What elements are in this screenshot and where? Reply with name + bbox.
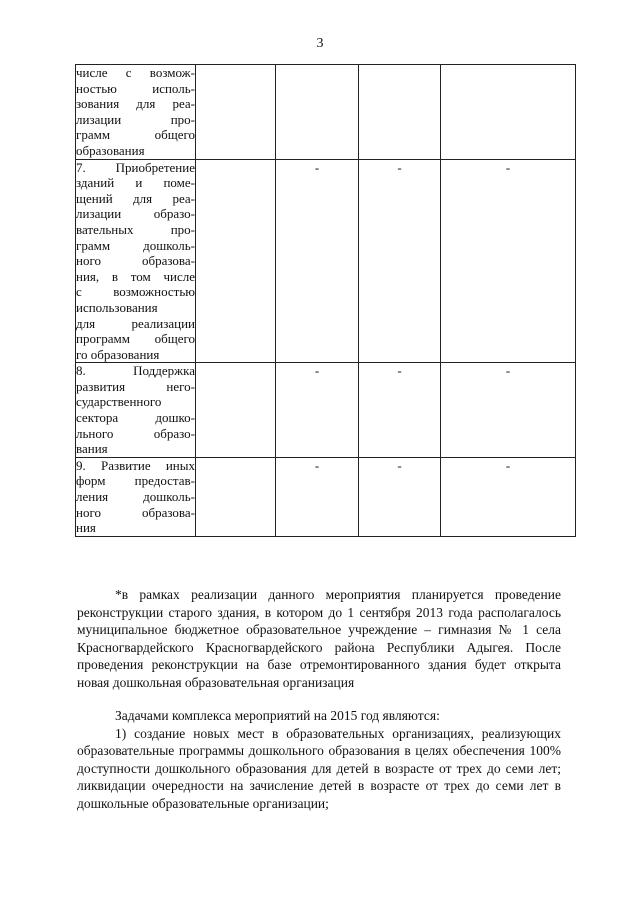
measure-name-word: Поддержка [133, 363, 195, 379]
measure-name-word: грамм [76, 127, 111, 143]
measure-name-word: лизации [76, 206, 122, 222]
measure-name-word: ления [76, 489, 109, 505]
value-cell [276, 65, 359, 160]
measure-name-word: зданий [76, 175, 115, 191]
footnote [77, 586, 561, 691]
measure-name-word: щений [76, 190, 113, 206]
measure-name-word: лизации [76, 111, 122, 127]
value-cell: - [276, 159, 359, 363]
measure-name-line [76, 206, 195, 222]
measure-name-word: образо- [153, 425, 195, 441]
table-row [76, 65, 576, 160]
measure-name-word: форм [76, 473, 106, 489]
measure-name-word: том [130, 268, 151, 284]
measure-name-line [76, 331, 195, 347]
value-cell [441, 65, 576, 160]
measure-name-word: для [133, 190, 153, 206]
measure-name-word: дошколь- [143, 489, 195, 505]
measure-name-cell [76, 159, 196, 363]
value-cell: - [441, 159, 576, 363]
measure-name-word: про- [170, 111, 195, 127]
measure-name-word: про- [170, 221, 195, 237]
measure-name-word: числе [76, 65, 108, 80]
tasks-section [77, 707, 561, 812]
measure-name-line: использования [76, 299, 158, 315]
measure-name-word: 7. [76, 159, 86, 175]
measure-name-word: образо- [153, 206, 195, 222]
measure-name-line [76, 489, 195, 505]
measure-name-word: ного [76, 253, 101, 269]
measure-name-line [76, 81, 195, 97]
measure-name-word: в [111, 268, 119, 284]
measure-name-word: развития [76, 378, 126, 394]
measure-name-line [76, 238, 195, 254]
measure-name-word: ния, [76, 268, 100, 284]
measure-name-word: вательных [76, 221, 134, 237]
measure-name-word: числе [163, 268, 195, 284]
measure-name-word: с [125, 65, 132, 80]
measure-name-line [76, 175, 195, 191]
measure-name-line: ния [76, 520, 96, 536]
measure-name-word: возмож- [149, 65, 195, 80]
measure-name-word: общего [154, 127, 195, 143]
measure-name-word: Приобретение [115, 159, 195, 175]
measure-name-line: сударственного [76, 394, 162, 410]
measure-name-line [76, 473, 195, 489]
measure-name-word: Развитие [100, 457, 151, 473]
measure-name-line [76, 284, 195, 300]
value-cell: - [359, 457, 441, 536]
measure-name-line [76, 363, 195, 379]
measure-name-word: 8. [76, 363, 86, 379]
measure-name-word: реа- [172, 190, 195, 206]
measure-name-line [76, 505, 195, 521]
measure-name-word: программ [76, 331, 131, 347]
measure-name-line: вания [76, 441, 108, 457]
value-cell: - [441, 457, 576, 536]
measure-name-word: реа- [172, 96, 195, 112]
table-row [76, 159, 576, 363]
value-cell: - [359, 363, 441, 458]
measure-name-word: предостав- [134, 473, 195, 489]
measures-table-body [76, 65, 576, 537]
measure-name-cell [76, 457, 196, 536]
value-cell: - [441, 363, 576, 458]
measure-name-line [76, 269, 195, 285]
measure-name-word: образова- [141, 504, 195, 520]
value-cell [196, 457, 276, 536]
value-cell: - [276, 363, 359, 458]
measure-name-line [76, 191, 195, 207]
value-cell [196, 159, 276, 363]
measure-name-line: образования [76, 142, 145, 158]
tasks-heading: Задачами комплекса мероприятий на 2015 год являются: [115, 708, 440, 723]
measure-name-line [76, 426, 195, 442]
measure-name-word: ностью [76, 80, 117, 96]
measure-name-line [76, 112, 195, 128]
measure-name-line [76, 253, 195, 269]
tasks-item-1: 1) создание новых мест в образовательных организациях, реализующих образовательные программы дошкольного образования в целях обеспечения 100% доступности дошкольного образования для детей в возрасте от трех до семи лет; ликвидации очередности на зачисление детей в возрасте от трех до семи лет в дошкольные образовательные организации; [77, 725, 561, 811]
measure-name-line [76, 127, 195, 143]
measure-name-word: иных [165, 457, 195, 473]
table-row [76, 457, 576, 536]
value-cell [359, 65, 441, 160]
measure-name-word: 9. [76, 457, 86, 473]
measure-name-word: исполь- [152, 80, 195, 96]
measure-name-word: для [76, 315, 96, 331]
measure-name-line: го образования [76, 346, 160, 362]
measure-name-word: ного [76, 504, 101, 520]
measure-name-line [76, 379, 195, 395]
measure-name-word: общего [154, 331, 195, 347]
measure-name-word: образова- [141, 253, 195, 269]
measure-name-word: льного [76, 425, 114, 441]
measure-name-cell [76, 363, 196, 458]
measure-name-line [76, 458, 195, 474]
measure-name-word: грамм [76, 237, 111, 253]
value-cell: - [359, 159, 441, 363]
measure-name-word: сектора [76, 410, 119, 426]
footnote-text: *в рамках реализации данного мероприятия планируется проведение реконструкции старого здания, в котором до 1 сентября 2013 года располагалось муниципальное бюджетное образовательное учреждение – гимназия № 1 села Красногвардейского Красногвардейского района Республики Адыгея. После проведения реконструкции на базе отремонтированного здания будет открыта новая дошкольная образовательная организация [77, 587, 561, 690]
measure-name-word: дошко- [155, 410, 195, 426]
measures-table [75, 64, 576, 537]
measure-name-line [76, 65, 195, 81]
measure-name-word: дошколь- [143, 237, 195, 253]
measure-name-word: с [76, 284, 82, 300]
measure-name-line [76, 410, 195, 426]
measure-name-word: поме- [163, 175, 195, 191]
measure-name-word: него- [166, 378, 195, 394]
page-number: 3 [316, 36, 324, 51]
measure-name-line [76, 96, 195, 112]
measure-name-line [76, 222, 195, 238]
measure-name-line [76, 316, 195, 332]
value-cell: - [276, 457, 359, 536]
measure-name-word: и [135, 175, 143, 191]
value-cell [196, 363, 276, 458]
measure-name-word: реализации [131, 315, 195, 331]
measure-name-word: для [136, 96, 156, 112]
table-row [76, 363, 576, 458]
measure-name-line [76, 160, 195, 176]
measure-name-word: возможностью [113, 284, 195, 300]
measure-name-word: зования [76, 96, 120, 112]
value-cell [196, 65, 276, 160]
measure-name-cell [76, 65, 196, 160]
